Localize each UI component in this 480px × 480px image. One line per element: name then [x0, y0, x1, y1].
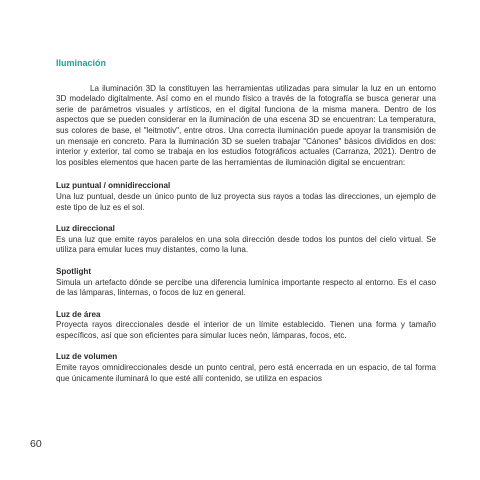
- light-type-description: Es una luz que emite rayos paralelos en una sola dirección desde todos los puntos del cielo virtual. Se utiliza para emular luces muy distantes, como la luna.: [56, 234, 436, 255]
- light-type-heading: Luz puntual / omnidireccional: [56, 181, 171, 191]
- light-type-heading: Luz direccional: [56, 224, 115, 234]
- light-type-volume: [56, 352, 436, 384]
- page-number: 60: [30, 438, 42, 450]
- page-content: [56, 58, 436, 395]
- intro-paragraph: La iluminación 3D la constituyen las herramientas utilizadas para simular la luz en un entorno 3D modelado digitalmente. Así como en el mundo físico a través de la fotografía se busca generar una serie de parámetros visuales y artísticos, en el digital funciona de la misma manera. Dentro de los aspectos que se pueden considerar en la iluminación de una escena 3D se encuentran: La temperatura, sus colores de base, el "leitmotiv", entre otros. Una correcta iluminación puede apoyar la transmisión de un mensaje en concreto. Para la iluminación 3D se suelen trabajar "Cánones" básicos divididos en dos: interior y exterior, tal como se trabaja en los estudios fotográficos actuales (Carranza, 2021). Dentro de los posibles elementos que hacen parte de las herramientas de iluminación digital se encuentran:: [56, 83, 436, 167]
- light-type-description: Una luz puntual, desde un único punto de luz proyecta sus rayos a todas las direcciones, un ejemplo de este tipo de luz es el sol.: [56, 191, 436, 212]
- light-type-directional: [56, 224, 436, 256]
- light-type-punctual: [56, 181, 436, 213]
- light-type-heading: Luz de área: [56, 309, 101, 319]
- light-type-heading: Spotlight: [56, 266, 92, 276]
- light-type-spotlight: [56, 267, 436, 299]
- section-title: Iluminación: [56, 58, 107, 68]
- light-type-description: Emite rayos omnidireccionales desde un punto central, pero está encerrada en un espacio, de tal forma que únicamente iluminará lo que esté allí contenido, se utiliza en espacios: [56, 363, 436, 383]
- light-type-area: [56, 310, 436, 342]
- light-type-description: Simula un artefacto dónde se percibe una diferencia lumínica importante respecto al entorno. Es el caso de las lámparas, linternas, o focos de luz en general.: [56, 277, 436, 298]
- light-type-description: Proyecta rayos direccionales desde el interior de un límite establecido. Tienen una forma y tamaño específicos, así que son eficientes para simular luces neón, lámparas, focos, etc.: [56, 320, 436, 340]
- light-type-heading: Luz de volumen: [56, 352, 118, 362]
